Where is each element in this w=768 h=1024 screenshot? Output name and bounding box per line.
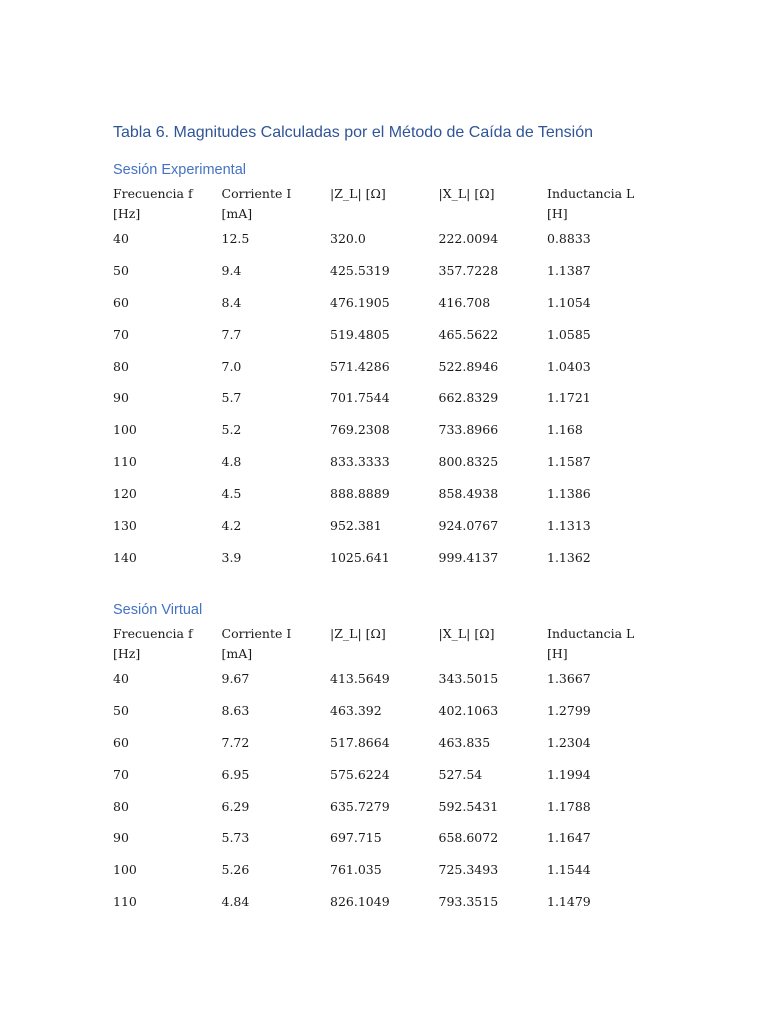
table-cell: 1.1788 [547,798,591,814]
table-cell: 697.715 [330,830,382,846]
column-header [547,184,656,229]
column-header [439,184,548,229]
table-cell: 800.8325 [438,454,499,470]
column-header-line1: |Z_L| [Ω] [330,626,386,641]
table-cell: 6.29 [221,798,250,814]
table-cell: 7.7 [221,326,242,342]
column-header-line1: |Z_L| [Ω] [330,186,386,201]
table-cell: 5.26 [221,862,250,878]
table-cell: 3.9 [221,549,242,565]
column-header [330,184,439,229]
column-header [547,624,656,669]
table-row [113,733,673,765]
table-cell: 1.1994 [547,766,591,782]
table-cell: 80 [113,358,129,374]
column-header-line1: Corriente I [221,186,292,201]
table-cell: 725.3493 [438,862,499,878]
table-cell: 769.2308 [330,422,390,438]
table-cell: 662.8329 [438,390,499,406]
table-cell: 5.2 [221,422,242,438]
column-header [330,624,439,669]
column-header-line1: Inductancia L [547,186,635,201]
table-row [113,548,673,580]
table-cell: 1.1387 [547,262,591,278]
table-cell: 1.168 [547,422,583,438]
table-cell: 519.4805 [330,326,390,342]
column-header-line1: Frecuencia f [113,186,193,201]
table-cell: 463.835 [438,734,491,750]
table-virtual [113,624,673,924]
table-cell: 8.63 [221,702,250,718]
table-cell: 70 [113,326,129,342]
column-header-line2: [Hz] [113,206,141,221]
table-cell: 12.5 [221,231,250,246]
table-cell: 7.72 [221,734,250,750]
table-cell: 343.5015 [438,671,499,686]
table-row [113,701,673,733]
column-header-line1: |X_L| [Ω] [438,186,495,201]
table-cell: 793.3515 [438,894,499,910]
table-header-row [113,624,673,669]
table-cell: 1.2304 [547,734,591,750]
table-cell: 130 [113,518,137,534]
table-cell: 858.4938 [438,486,499,502]
table-cell: 952.381 [330,518,382,534]
column-header [222,624,331,669]
section-heading-virtual: Sesión Virtual [113,602,203,618]
column-header-line1: Frecuencia f [113,626,193,641]
table-cell: 402.1063 [438,702,499,718]
table-cell: 1.1479 [547,894,591,910]
section-heading-experimental: Sesión Experimental [113,162,246,178]
table-row [113,765,673,797]
table-cell: 100 [113,422,137,438]
table-cell: 70 [113,766,129,782]
table-cell: 40 [113,671,129,686]
table-cell: 1.1647 [547,830,591,846]
table-cell: 1025.641 [330,549,390,565]
table-cell: 463.392 [330,702,382,718]
table-cell: 1.1313 [547,518,591,534]
table-cell: 140 [113,549,137,565]
table-row [113,797,673,829]
table-cell: 120 [113,486,137,502]
table-cell: 60 [113,734,129,750]
table-cell: 425.5319 [330,262,390,278]
table-cell: 1.3667 [547,671,591,686]
column-header-line1: Corriente I [221,626,292,641]
table-cell: 924.0767 [438,518,499,534]
table-cell: 527.54 [438,766,483,782]
table-cell: 413.5649 [330,671,390,686]
column-header-line2: [H] [547,206,568,221]
table-row [113,420,673,452]
table-cell: 1.1386 [547,486,591,502]
table-row [113,293,673,325]
table-title: Tabla 6. Magnitudes Calculadas por el Método de Caída de Tensión [113,124,594,141]
table-cell: 465.5622 [438,326,499,342]
table-header-row [113,184,673,229]
table-cell: 1.1721 [547,390,591,406]
table-cell: 9.4 [221,262,242,278]
table-cell: 110 [113,894,137,910]
table-cell: 4.84 [221,894,250,910]
table-cell: 517.8664 [330,734,390,750]
table-cell: 592.5431 [438,798,499,814]
column-header [113,184,222,229]
table-cell: 60 [113,294,129,310]
table-cell: 1.2799 [547,702,591,718]
column-header-line1: |X_L| [Ω] [438,626,495,641]
table-cell: 416.708 [438,294,491,310]
table-cell: 4.8 [221,454,242,470]
table-row [113,669,673,701]
table-cell: 320.0 [330,231,366,246]
table-cell: 701.7544 [330,390,390,406]
table-cell: 999.4137 [438,549,499,565]
table-row [113,452,673,484]
table-row [113,828,673,860]
table-cell: 80 [113,798,129,814]
table-cell: 1.1054 [547,294,591,310]
table-cell: 1.1587 [547,454,591,470]
table-row [113,484,673,516]
table-row [113,325,673,357]
table-cell: 50 [113,702,129,718]
table-cell: 635.7279 [330,798,390,814]
table-cell: 222.0094 [438,231,499,246]
table-cell: 6.95 [221,766,250,782]
column-header-line2: [mA] [221,646,253,661]
table-cell: 9.67 [221,671,250,686]
column-header-line2: [mA] [221,206,253,221]
table-cell: 50 [113,262,129,278]
table-cell: 476.1905 [330,294,390,310]
table-cell: 4.5 [221,486,242,502]
column-header-line2: [Hz] [113,646,141,661]
table-row [113,892,673,924]
table-cell: 110 [113,454,137,470]
table-cell: 658.6072 [438,830,499,846]
table-cell: 826.1049 [330,894,390,910]
table-cell: 1.0403 [547,358,591,374]
table-row [113,357,673,389]
table-experimental [113,184,673,580]
column-header-line1: Inductancia L [547,626,635,641]
table-cell: 733.8966 [438,422,499,438]
table-cell: 1.0585 [547,326,591,342]
table-cell: 90 [113,390,129,406]
table-cell: 5.7 [221,390,242,406]
column-header [222,184,331,229]
table-cell: 761.035 [330,862,382,878]
column-header [113,624,222,669]
table-cell: 357.7228 [438,262,499,278]
table-row [113,388,673,420]
table-cell: 0.8833 [547,231,591,246]
table-row [113,860,673,892]
table-cell: 888.8889 [330,486,390,502]
table-cell: 90 [113,830,129,846]
table-cell: 833.3333 [330,454,390,470]
column-header [439,624,548,669]
table-cell: 1.1362 [547,549,591,565]
table-cell: 4.2 [221,518,242,534]
table-cell: 8.4 [221,294,242,310]
table-cell: 5.73 [221,830,250,846]
table-cell: 571.4286 [330,358,390,374]
table-cell: 1.1544 [547,862,591,878]
table-row [113,516,673,548]
table-cell: 100 [113,862,137,878]
table-cell: 522.8946 [438,358,499,374]
column-header-line2: [H] [547,646,568,661]
table-cell: 40 [113,231,129,246]
table-cell: 7.0 [221,358,242,374]
table-cell: 575.6224 [330,766,390,782]
table-row [113,261,673,293]
table-row [113,229,673,261]
